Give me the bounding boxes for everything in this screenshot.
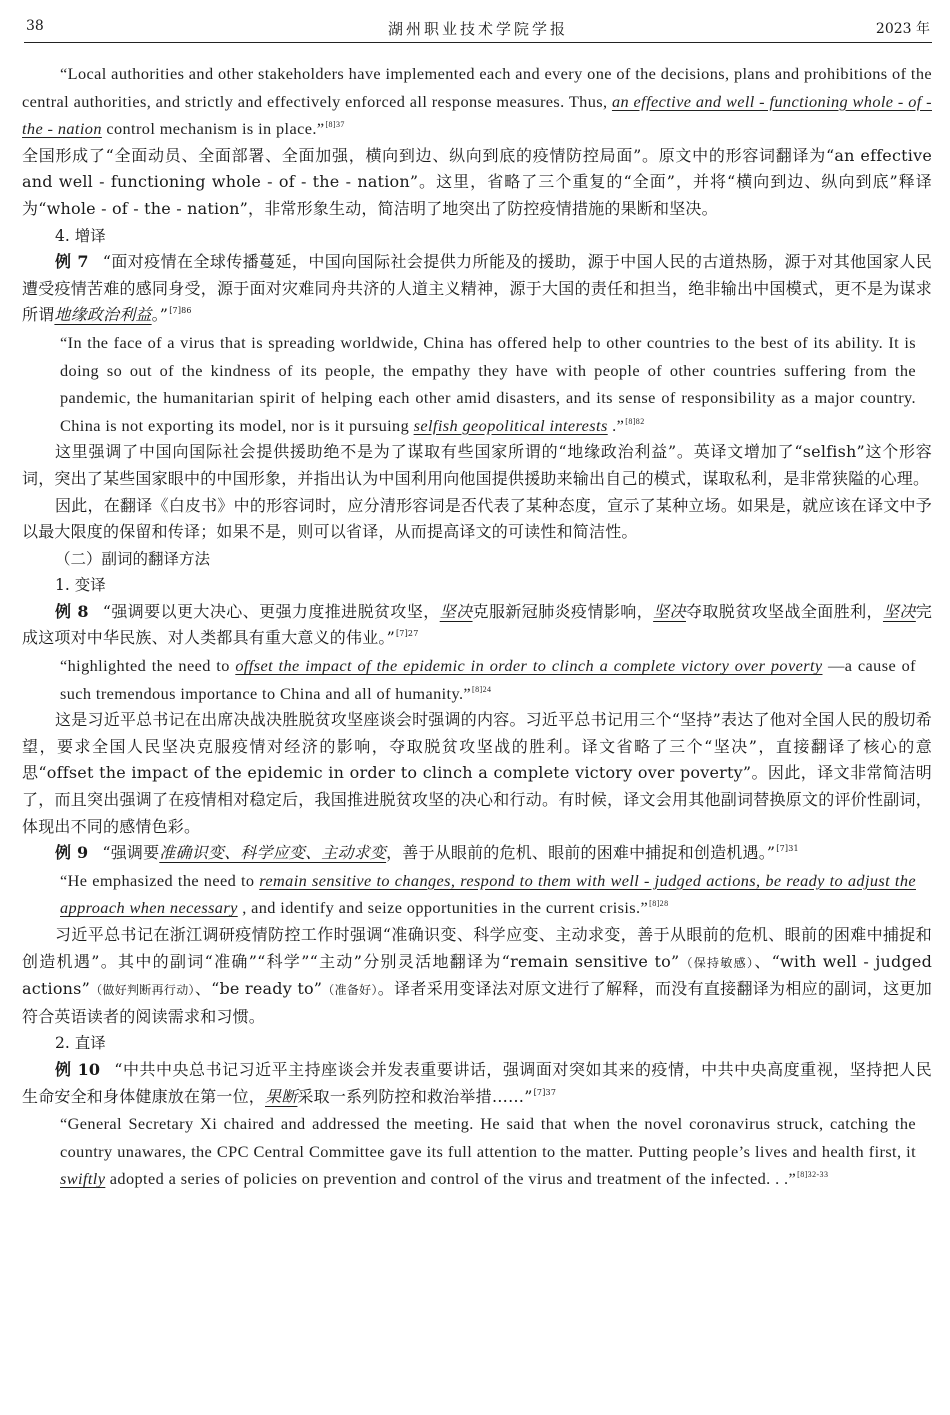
example-label: 例 7 bbox=[55, 252, 89, 272]
english-quote-1: “Local authorities and other stakeholders have implemented each and every one of the decisions, plans and prohibitions of the central authorities, and strictly and effectively enforced all response measures. Thus, an effective and well - functioning whole - of - the - nation control mechanism is in place.”$^{[8]37}$ bbox=[22, 64, 932, 139]
emphasis: 坚决 bbox=[439, 601, 473, 621]
page-number: 38 bbox=[26, 18, 44, 34]
emphasis: 准确识变、科学应变、主动求变 bbox=[159, 843, 387, 863]
emphasis: swiftly bbox=[60, 1169, 106, 1189]
analysis-paragraph-2: 这里强调了中国向国际社会提供援助绝不是为了谋取有些国家所谓的“地缘政治利益”。英译文增加了“selfish”这个形容词，突出了某些国家眼中的中国形象，并指出认为中国利用向他国提供援助来输出自己的模式，谋取私利，是非常狭隘的心理。 bbox=[22, 442, 932, 488]
example-7: 例 7 “面对疫情在全球传播蔓延，中国向国际社会提供力所能及的援助，源于中国人民的古道热肠，源于对其他国家人民遭受疫情苦难的感同身受，源于面对灾难同舟共济的人道主义精神，源于大国的责任和担当，绝非输出中国模式，更不是为谋求所谓地缘政治利益。”$^{[7]86}$ bbox=[22, 252, 932, 325]
english-quote-2: “In the face of a virus that is spreading worldwide, China has offered help to other countries to the best of its ability. It is doing so out of the kindness of its people, the empathy they have with people of other countries suffering from the pandemic, the humanitarian spirit of helping each other amid disasters, and its sense of responsibility as a major country. China is not exporting its model, nor is it pursuing selfish geopolitical interests .”$^{[8]82}$ bbox=[60, 332, 916, 435]
emphasis: selfish geopolitical interests bbox=[413, 415, 608, 435]
example-label: 例 10 bbox=[55, 1059, 101, 1079]
heading-adverb-methods: （二）副词的翻译方法 bbox=[55, 549, 211, 568]
emphasis: 坚决 bbox=[882, 601, 916, 621]
emphasis: 地缘政治利益 bbox=[54, 305, 152, 325]
example-8: 例 8 “强调要以更大决心、更强力度推进脱贫攻坚，坚决克服新冠肺炎疫情影响，坚决夺取脱贫攻坚战全面胜利，坚决完成这项对中华民族、对人类都具有重大意义的伟业。”$^{[7]27}$ bbox=[22, 601, 933, 648]
gloss: （做好判断再行动） bbox=[89, 983, 195, 998]
emphasis: an effective and well - functioning whole - of - the - nation bbox=[22, 91, 932, 139]
analysis-paragraph-1: 全国形成了“全面动员、全面部署、全面加强，横向到边、纵向到底的疫情防控局面”。原文中的形容词翻译为“an effective and well - functioning whole - of - the - nation”。这里，省略了三个重复的“全面”，并将“横向到边、纵向到底”释译为“whole - of - the - nation”，非常形象生动，简洁明了地突出了防控疫情措施的果断和坚决。 bbox=[22, 145, 932, 218]
analysis-paragraph-4: 这是习近平总书记在出席决战决胜脱贫攻坚座谈会时强调的内容。习近平总书记用三个“坚持”表达了他对全国人民的殷切希望，要求全国人民坚决克服疫情对经济的影响，夺取脱贫攻坚战的胜利。译文省略了三个“坚决”，直接翻译了核心的意思“offset the impact of the epidemic in order to clinch a complete victory over poverty”。因此，译文非常简洁明了，而且突出强调了在疫情相对稳定后，我国推进脱贫攻坚的决心和行动。有时候，译文会用其他副词替换原文的评价性副词，体现出不同的感情色彩。 bbox=[22, 710, 932, 836]
example-label: 例 8 bbox=[55, 601, 89, 621]
citation: [7]31 bbox=[776, 844, 799, 854]
citation: [7]27 bbox=[395, 629, 419, 639]
emphasis: remain sensitive to changes, respond to them with well - judged actions, be ready to adjust the approach when necessary bbox=[60, 870, 916, 918]
heading-literal: 2. 直译 bbox=[55, 1034, 106, 1053]
citation: [7]86 bbox=[169, 306, 192, 316]
citation: [7]37 bbox=[533, 1087, 557, 1097]
example-9: 例 9 “强调要准确识变、科学应变、主动求变，善于从眼前的危机、眼前的困难中捕捉和创造机遇。”$^{[7]31}$ bbox=[55, 843, 799, 863]
issue-year: 2023 年 bbox=[875, 21, 930, 37]
citation: [8]28 bbox=[649, 899, 669, 909]
citation: [8]24 bbox=[472, 684, 492, 694]
analysis-paragraph-5: 习近平总书记在浙江调研疫情防控工作时强调“准确识变、科学应变、主动求变，善于从眼前的危机、眼前的困难中捕捉和创造机遇”。其中的副词“准确”“科学”“主动”分别灵活地翻译为“remain sensitive to”（保持敏感）、“with well - judged actions”（做好判断再行动）、“be ready to”（准备好）。译者采用变译法对原文进行了解释，而没有直接翻译为相应的副词，这更加符合英语读者的阅读需求和习惯。 bbox=[22, 925, 933, 1026]
article-body bbox=[22, 60, 932, 1193]
citation: [8]82 bbox=[625, 416, 645, 426]
example-10: 例 10 “中共中央总书记习近平主持座谈会并发表重要讲话，强调面对突如其来的疫情，中共中央高度重视，坚持把人民生命安全和身体健康放在第一位，果断采取一系列防控和救治举措……”$^{[7]37}$ bbox=[22, 1059, 932, 1106]
gloss: （保持敏感） bbox=[679, 955, 755, 970]
emphasis: 果断 bbox=[265, 1086, 298, 1106]
page-header bbox=[24, 12, 932, 43]
citation: [8]37 bbox=[325, 120, 345, 130]
english-quote-5: “General Secretary Xi chaired and addressed the meeting. He said that when the novel coronavirus struck, catching the country unawares, the CPC Central Committee gave its full attention to the matter. Putting people’s lives and health first, it swiftly adopted a series of policies on prevention and control of the virus and treatment of the infected. . .”$^{[8]32-33}$ bbox=[60, 1114, 916, 1189]
gloss: （准备好） bbox=[322, 983, 378, 998]
heading-adaptation: 1. 变译 bbox=[55, 576, 106, 595]
citation: [8]32-33 bbox=[797, 1170, 829, 1180]
emphasis: 坚决 bbox=[653, 601, 686, 621]
journal-title: 湖州职业技术学院学报 bbox=[387, 20, 568, 38]
english-quote-4: “He emphasized the need to remain sensitive to changes, respond to them with well - judged actions, be ready to adjust the approach when necessary , and identify and seize opportunities in the current crisis.”$^{[8]28}$ bbox=[60, 870, 916, 918]
analysis-paragraph-3: 因此，在翻译《白皮书》中的形容词时，应分清形容词是否代表了某种态度，宣示了某种立场。如果是，就应该在译文中予以最大限度的保留和传译；如果不是，则可以省译，从而提高译文的可读性和简洁性。 bbox=[22, 495, 932, 542]
example-label: 例 9 bbox=[55, 843, 89, 863]
heading-amplification: 4. 增译 bbox=[55, 226, 106, 245]
emphasis: offset the impact of the epidemic in order to clinch a complete victory over poverty bbox=[235, 656, 823, 676]
english-quote-3: “highlighted the need to offset the impact of the epidemic in order to clinch a complete victory over poverty —a cause of such tremendous importance to China and all of humanity.”$^{[8]24}$ bbox=[60, 656, 917, 703]
